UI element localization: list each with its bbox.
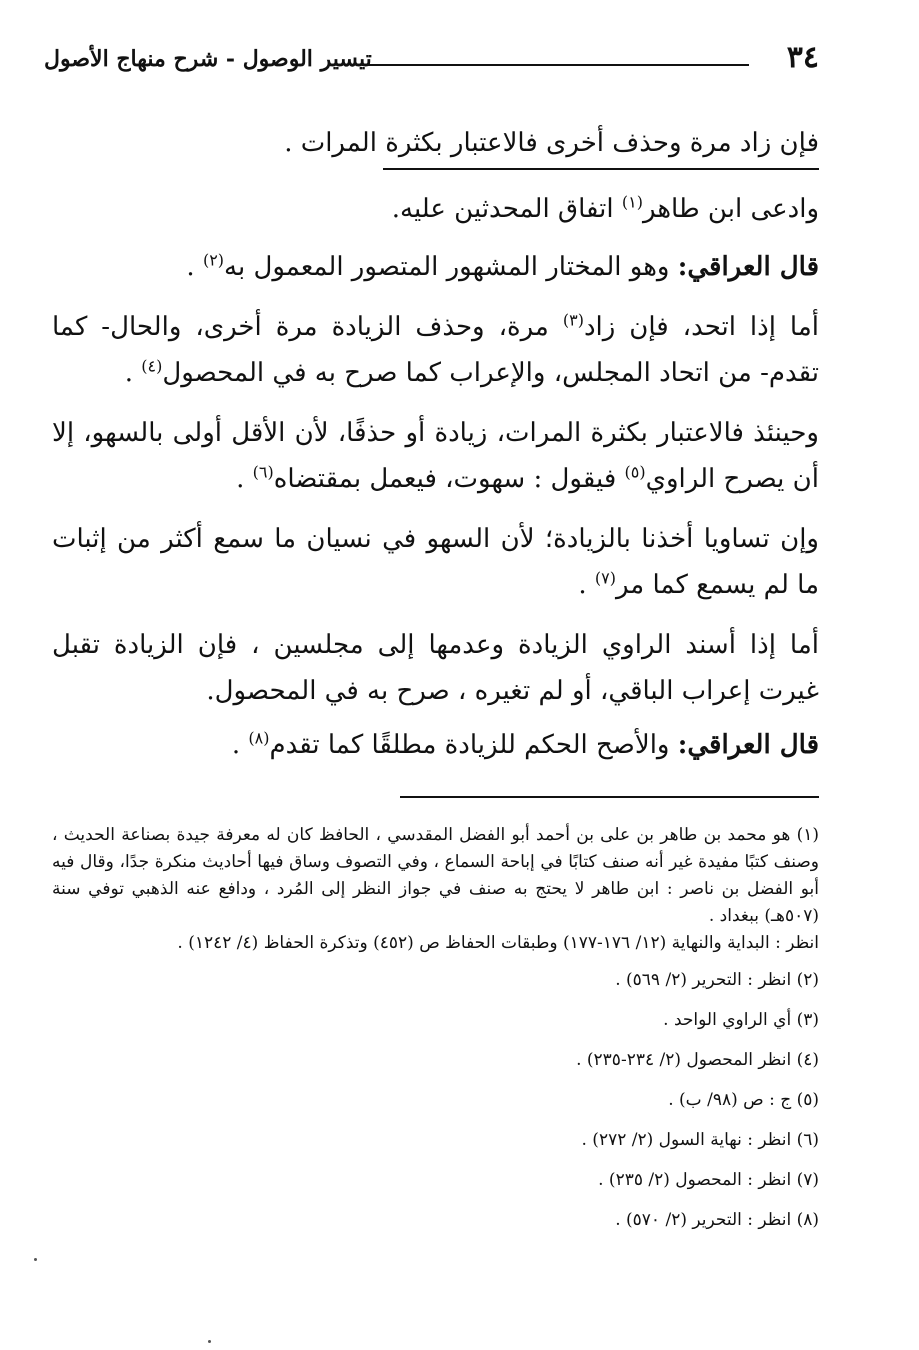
paragraph-5: [52, 410, 819, 502]
paragraph-6-text: وإن تساويا أخذنا بالزيادة؛ لأن السهو في نسيان ما سمع أكثر من إثبات ما لم يسمع كما مر: [52, 524, 819, 600]
paragraph-1: [52, 120, 819, 166]
paragraph-4-end: .: [124, 358, 142, 388]
paragraph-1-underline: [383, 168, 819, 170]
paragraph-1-text: فإن زاد مرة وحذف أخرى فالاعتبار بكثرة المرات .: [284, 128, 819, 158]
scan-speck: [34, 1258, 37, 1261]
footnote-3: (٣) أي الراوي الواحد .: [663, 1010, 819, 1030]
scan-speck: [208, 1340, 211, 1343]
paragraph-5-text-b: فيقول : سهوت، فيعمل بمقتضاه: [273, 464, 625, 494]
footnote-1: (١) هو محمد بن طاهر بن على بن أحمد أبو الفضل المقدسي ، الحافظ كان له معرفة جيدة بصناعة الحديث ، وصنف كتبًا مفيدة غير أنه صنف كتابًا في إباحة السماع ، وفي التصوف وساق فيها أحاديث منكرة جدًا، وقال فيه أبو الفضل بن ناصر : ابن طاهر لا يحتج به صنف في جواز النظر إلى المُرد ، ودافع عنه الذهبي توفي سنة (٥٠٧هـ) ببغداد .: [52, 825, 819, 926]
footnote-marker-8[interactable]: (٨): [248, 728, 270, 748]
paragraph-7: [52, 622, 819, 714]
paragraph-2-text-a: وادعى ابن طاهر: [643, 194, 819, 224]
paragraph-8: [52, 722, 819, 768]
paragraph-4-text-a: أما إذا اتحد، فإن زاد: [583, 312, 819, 342]
footnote-5: (٥) ج : ص (٩٨/ ب) .: [668, 1090, 819, 1110]
paragraph-3-text: وهو المختار المشهور المتصور المعمول به: [224, 252, 678, 282]
footnote-8: (٨) انظر : التحرير (٢/ ٥٧٠) .: [615, 1210, 819, 1230]
paragraph-8-text: والأصح الحكم للزيادة مطلقًا كما تقدم: [269, 730, 678, 760]
footnote-6: (٦) انظر : نهاية السول (٢/ ٢٧٢) .: [581, 1130, 819, 1150]
footnote-marker-3[interactable]: (٣): [562, 310, 584, 330]
paragraph-6: [52, 516, 819, 608]
footnote-7: (٧) انظر : المحصول (٢/ ٢٣٥) .: [598, 1170, 819, 1190]
paragraph-3: [52, 244, 819, 290]
paragraph-4: [52, 304, 819, 396]
paragraph-6-end: .: [578, 570, 595, 600]
speaker-label-2: قال العراقي:: [677, 730, 819, 760]
paragraph-3-end: .: [186, 252, 203, 282]
footnote-separator: [400, 796, 819, 798]
speaker-label: قال العراقي:: [677, 252, 819, 282]
footnote-marker-2[interactable]: (٢): [202, 250, 225, 270]
body-text: [52, 120, 819, 768]
footnote-marker-1[interactable]: (١): [621, 192, 643, 212]
footnotes: [52, 822, 819, 1247]
paragraph-7-text: أما إذا أسند الراوي الزيادة وعدمها إلى مجلسين ، فإن الزيادة تقبل غيرت إعراب الباقي، أو لم تغيره ، صرح به في المحصول.: [52, 630, 819, 706]
page-number: ٣٤: [786, 40, 819, 75]
header-rule: [362, 64, 749, 66]
running-title: تيسير الوصول - شرح منهاج الأصول: [44, 46, 372, 72]
paragraph-8-end: .: [231, 730, 249, 760]
paragraph-5-end: .: [236, 464, 253, 494]
footnote-marker-6[interactable]: (٦): [252, 462, 274, 482]
paragraph-5-text-a: وحينئذ فالاعتبار بكثرة المرات، زيادة أو حذفًا، لأن الأقل أولى بالسهو، إلا أن يصرح الراوي: [52, 418, 819, 494]
footnote-2: (٢) انظر : التحرير (٢/ ٥٦٩) .: [615, 970, 819, 990]
footnote-marker-4[interactable]: (٤): [141, 356, 163, 376]
page-header: [44, 40, 819, 84]
footnote-4: (٤) انظر المحصول (٢/ ٢٣٤-٢٣٥) .: [576, 1050, 819, 1070]
paragraph-2-text-b: اتفاق المحدثين عليه.: [391, 194, 622, 224]
footnote-marker-5[interactable]: (٥): [624, 462, 646, 482]
footnote-marker-7[interactable]: (٧): [594, 568, 616, 588]
paragraph-2: [52, 186, 819, 232]
footnote-1-references: انظر : البداية والنهاية (١٢/ ١٧٦-١٧٧) وطبقات الحفاظ ص (٤٥٢) وتذكرة الحفاظ (٤/ ١٢٤٢) .: [177, 933, 819, 953]
paragraph-4-text-b: مرة، وحذف الزيادة مرة أخرى، والحال- كما تقدم- من اتحاد المجلس، والإعراب كما صرح به في المحصول: [52, 312, 819, 388]
